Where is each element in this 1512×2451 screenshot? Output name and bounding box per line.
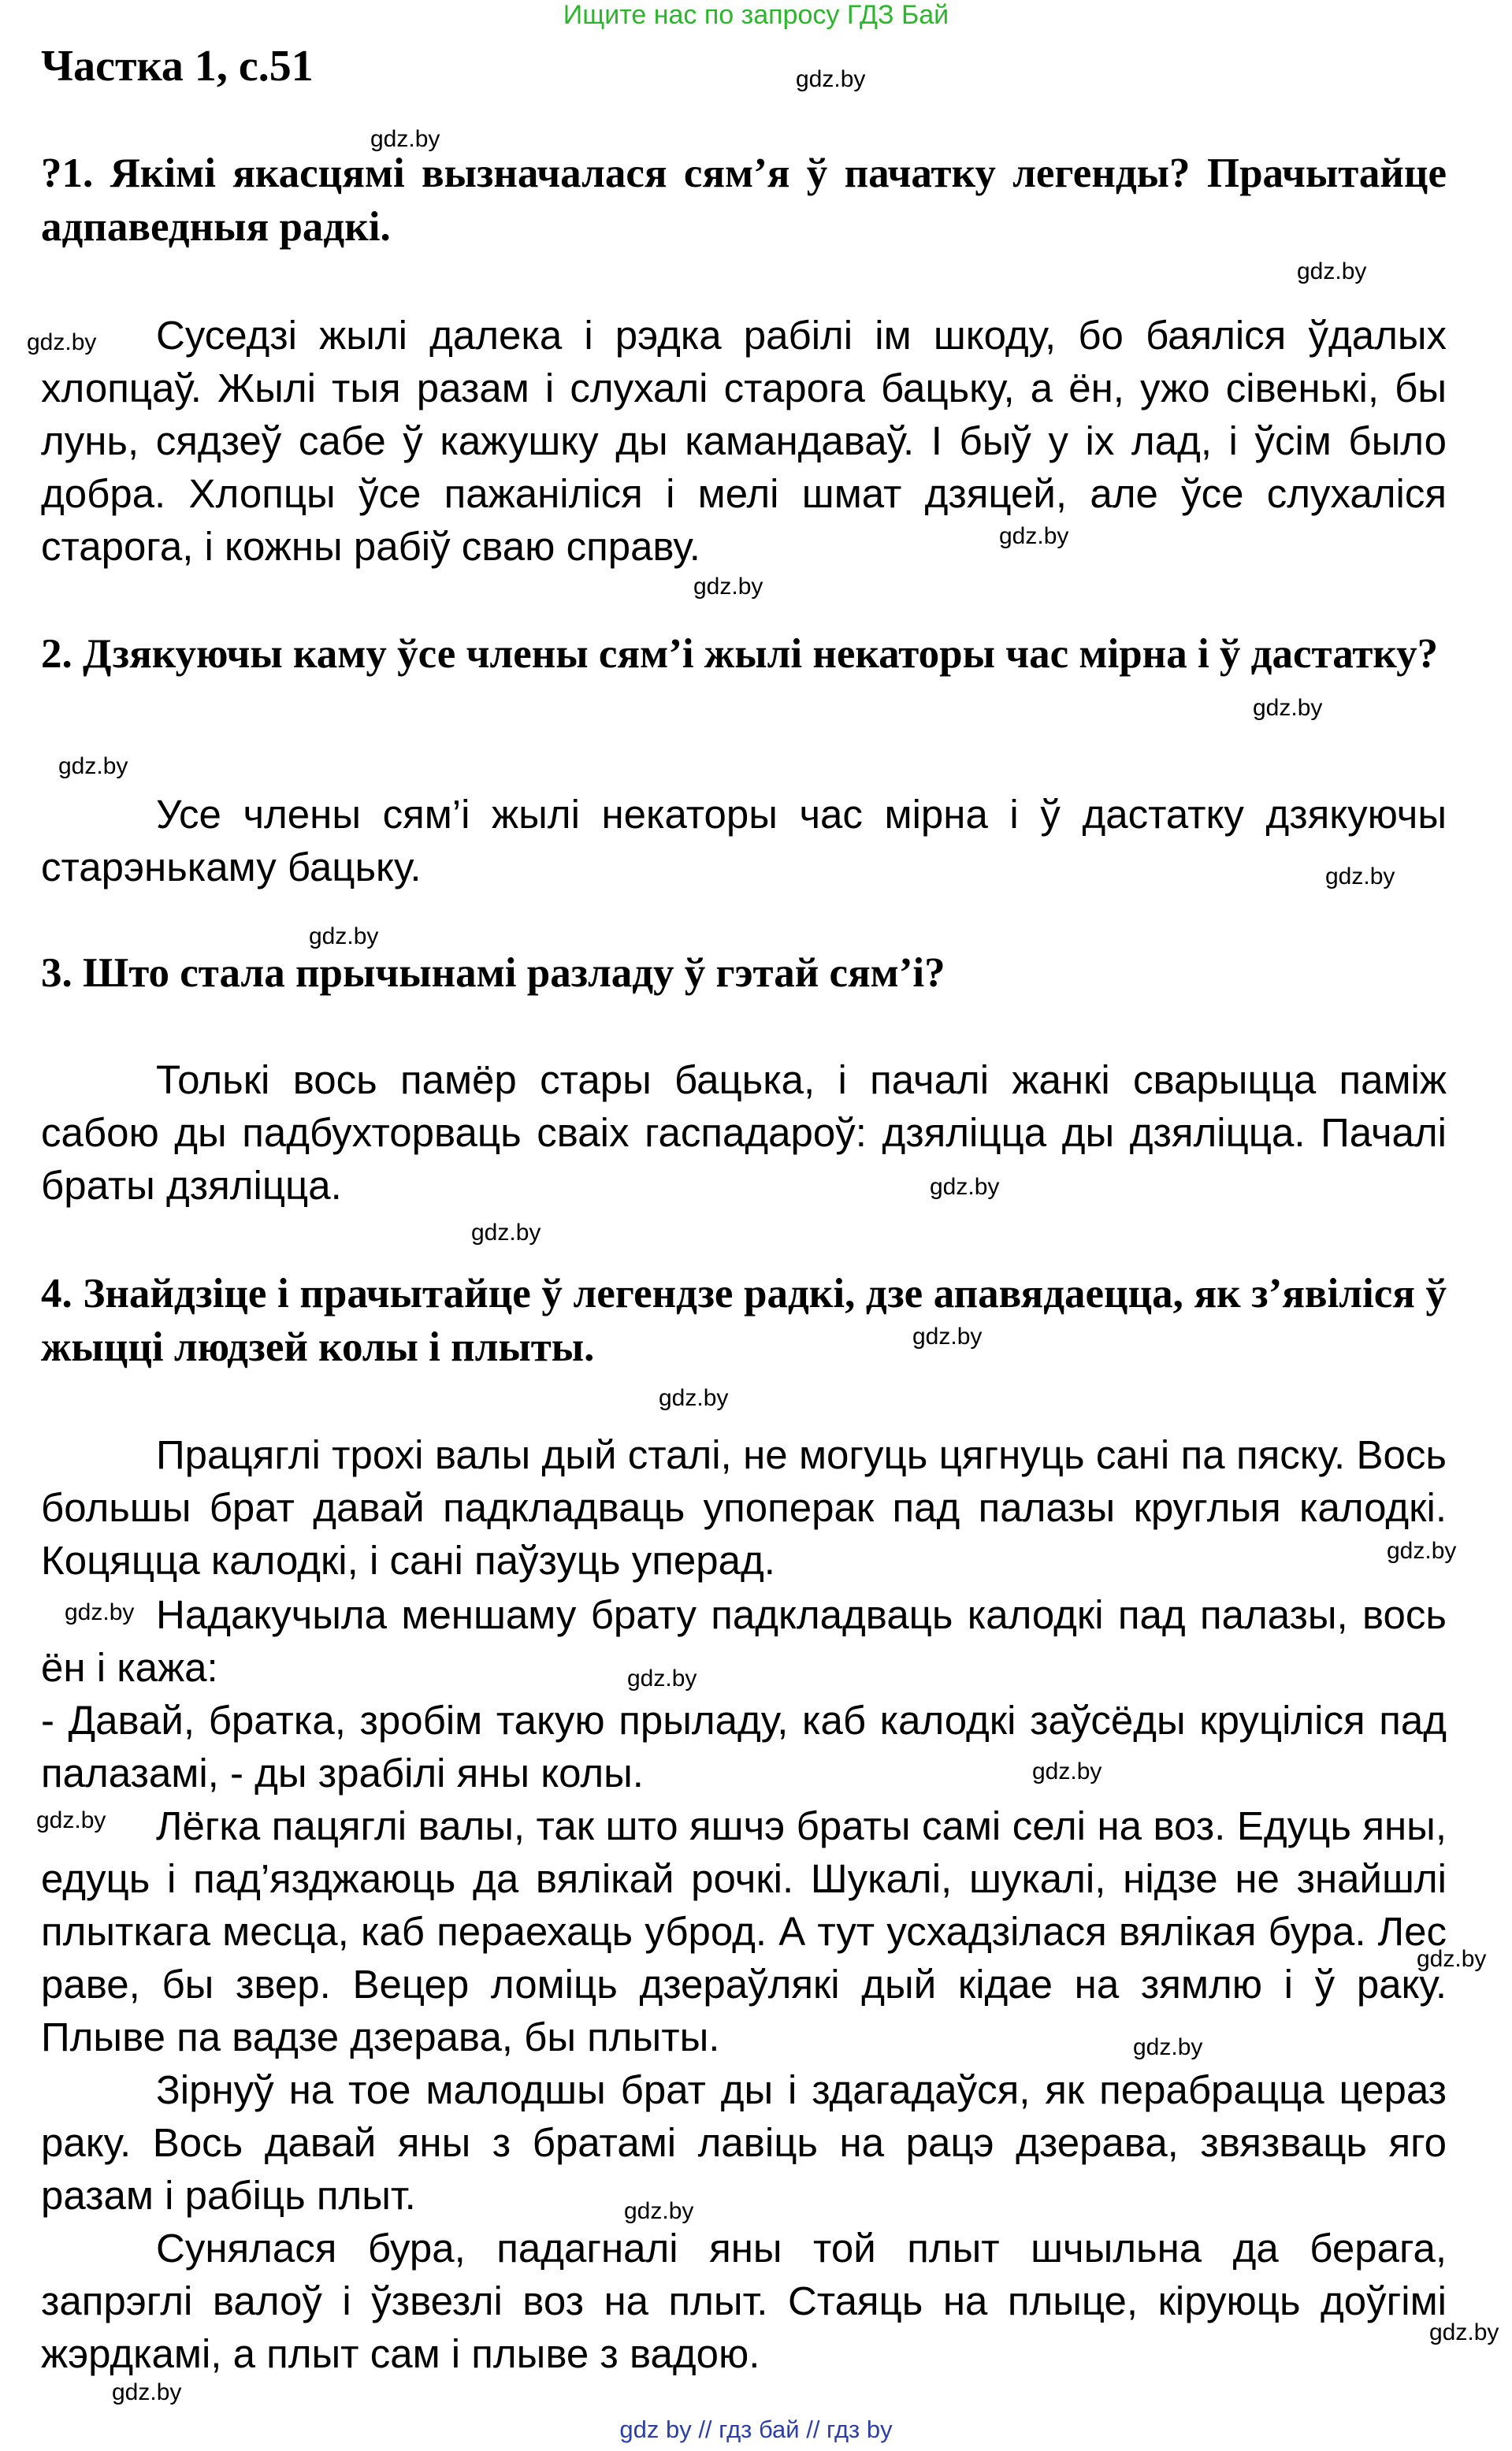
watermark: gdz.by xyxy=(1429,2319,1499,2345)
watermark: gdz.by xyxy=(65,1599,135,1625)
watermark: gdz.by xyxy=(1133,2034,1203,2060)
watermark: gdz.by xyxy=(627,1666,697,1692)
footer-links: gdz by // гдз бай // гдз by xyxy=(619,2416,893,2443)
watermark: gdz.by xyxy=(1253,695,1323,721)
answer-4-paragraph-3: - Давай, братка, зробім такую прыладу, каб калодкі заўсёды круціліся пад палазамі, - ды зрабілі яны колы. xyxy=(41,1698,1447,1796)
watermark: gdz.by xyxy=(1387,1538,1457,1564)
watermark: gdz.by xyxy=(796,66,866,92)
watermark: gdz.by xyxy=(370,126,440,152)
watermark: gdz.by xyxy=(1032,1758,1102,1784)
answer-2: Усе члены сям’і жылі некаторы час мірна і ў дастатку дзякуючы старэнькаму бацьку. xyxy=(41,792,1447,889)
watermark: gdz.by xyxy=(1297,258,1367,284)
answer-4-paragraph-1: Працяглі трохі валы дый сталі, не могуць цягнуць сані па пяску. Вось большы брат давай падкладваць упоперак пад палазы круглыя калодкі. Коцяцца калодкі, і сані паўзуць уперад. xyxy=(41,1432,1447,1583)
top-banner: Ищите нас по запросу ГДЗ Бай xyxy=(563,0,949,30)
watermark: gdz.by xyxy=(624,2198,694,2224)
watermark: gdz.by xyxy=(36,1807,106,1833)
answer-4-paragraph-4: Лёгка пацяглі валы, так што яшчэ браты самі селі на воз. Едуць яны, едуць і пад’язджаюць да вялікай рочкі. Шукалі, шукалі, нідзе не знайшлі плыткага месца, каб пераехаць уброд. А тут усхадзілася вялікая бура. Лес раве, бы звер. Вецер ломіць дзераўлякі дый кідае на зямлю і ў раку. Плыве па вадзе дзерава, бы плыты. xyxy=(41,1803,1447,2059)
question-2: 2. Дзякуючы каму ўсе члены сям’і жылі некаторы час мірна і ў дастатку? xyxy=(41,631,1439,677)
answer-3: Толькі вось памёр стары бацька, і пачалі жанкі сварыцца паміж сабою ды падбухторваць сваіх гаспадароў: дзяліцца ды дзяліцца. Пачалі браты дзяліцца. xyxy=(41,1057,1447,1208)
watermark: gdz.by xyxy=(693,574,763,600)
answer-4-paragraph-6: Сунялася бура, падагналі яны той плыт шчыльна да берага, запрэглі валоў і ўзвезлі воз на плыт. Стаяць на плыце, кіруюць доўгімі жэрдкамі, а плыт сам і плыве з вадою. xyxy=(41,2226,1447,2376)
watermark: gdz.by xyxy=(471,1220,541,1246)
watermark: gdz.by xyxy=(1325,863,1395,889)
watermark: gdz.by xyxy=(659,1385,729,1411)
page-header: Частка 1, с.51 xyxy=(41,42,314,91)
answer-4-paragraph-5: Зірнуў на тое малодшы брат ды і здагадаўся, як перабрацца цераз раку. Вось давай яны з братамі лавіць на рацэ дзерава, звязваць яго разам і рабіць плыт. xyxy=(41,2067,1447,2218)
question-4: 4. Знайдзіце і прачытайце ў легендзе радкі, дзе апавядаецца, як з’явіліся ў жыцці людзей колы і плыты. xyxy=(41,1271,1447,1370)
watermark: gdz.by xyxy=(27,329,97,355)
watermark: gdz.by xyxy=(112,2379,182,2405)
watermark: gdz.by xyxy=(1417,1946,1487,1972)
watermark: gdz.by xyxy=(912,1324,983,1350)
watermark: gdz.by xyxy=(58,753,128,779)
answer-4-paragraph-2: Надакучыла меншаму брату падкладваць калодкі пад палазы, вось ён і кажа: xyxy=(41,1592,1447,1690)
watermark: gdz.by xyxy=(309,923,379,949)
question-3: 3. Што стала прычынамі разладу ў гэтай сям’і? xyxy=(41,950,945,996)
watermark: gdz.by xyxy=(999,523,1069,549)
watermark: gdz.by xyxy=(930,1174,1000,1200)
answer-1: Суседзі жылі далека і рэдка рабілі ім шкоду, бо баяліся ўдалых хлопцаў. Жылі тыя разам і слухалі старога бацьку, а ён, ужо сівенькі, бы лунь, сядзеў сабе ў кажушку ды камандаваў. І быў у іх лад, і ўсім было добра. Хлопцы ўсе пажаніліся і мелі шмат дзяцей, але ўсе слухаліся старога, і кожны рабіў сваю справу. xyxy=(41,313,1447,569)
question-1: ?1. Якімі якасцямі вызначалася сям’я ў пачатку легенды? Прачытайце адпаведныя радкі. xyxy=(41,150,1447,250)
